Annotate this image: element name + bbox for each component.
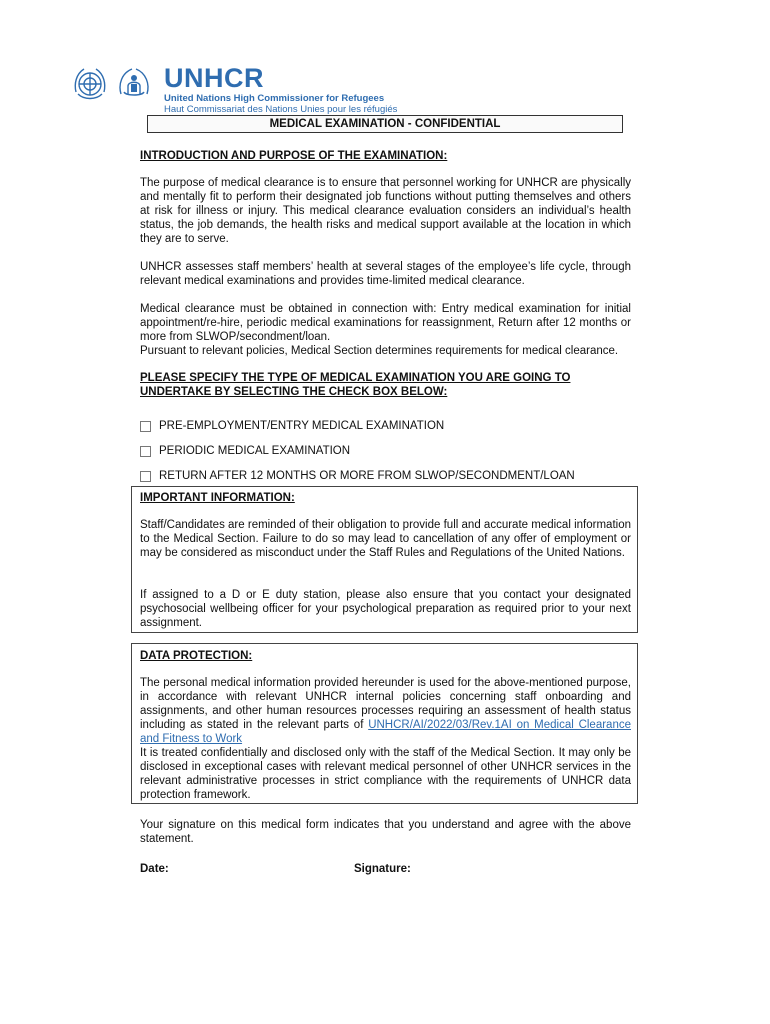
data-protection-heading: DATA PROTECTION:: [140, 650, 253, 662]
form-title: MEDICAL EXAMINATION - CONFIDENTIAL: [147, 115, 623, 133]
brand-name-en: United Nations High Commissioner for Refugees: [164, 93, 385, 104]
data-protection-paragraph-1: [140, 676, 631, 746]
pre-employment-label: PRE-EMPLOYMENT/ENTRY MEDICAL EXAMINATION: [159, 420, 445, 432]
signature-label: Signature:: [354, 863, 411, 875]
periodic-checkbox[interactable]: [140, 446, 151, 457]
intro-paragraph-1: The purpose of medical clearance is to ensure that personnel working for UNHCR are physically and mentally fit to perform their designated job functions without putting themselves and others at risk for illness or injury. This medical clearance evaluation considers an individual’s health status, the job demands, the health risks and medical support available at the location in which they are to serve.: [140, 177, 631, 245]
date-label: Date:: [140, 863, 169, 875]
exam-option-pre-employment[interactable]: [140, 418, 640, 434]
exam-option-return[interactable]: [140, 468, 640, 484]
unhcr-emblem-icon: [114, 64, 154, 104]
intro-paragraph-3: Medical clearance must be obtained in connection with: Entry medical examination for initial appointment/re-hire, periodic medical examinations for reassignment, Return after 12 months or more from SLWOP/secondment/loan.: [140, 303, 631, 343]
data-protection-text: The personal medical information provided hereunder is used for the above-mentioned purpose, in accordance with relevant UNHCR internal policies concerning staff onboarding and assignments, and other human resources processes requiring an assessment of health status including as stated in the relevant parts of: [140, 677, 631, 731]
important-paragraph-2: If assigned to a D or E duty station, please also ensure that you contact your designated psychosocial wellbeing officer for your psychological preparation as required prior to your next assignment.: [140, 589, 631, 629]
brand-name: UNHCR: [164, 63, 264, 93]
data-protection-paragraph-2: It is treated confidentially and disclosed only with the staff of the Medical Section. It may only be disclosed in exceptional cases with relevant medical personnel of other UNHCR services in the relevant administrative processes in strict compliance with the requirements of UNHCR data protection framework.: [140, 747, 631, 801]
un-emblem-icon: [70, 64, 110, 104]
intro-heading: INTRODUCTION AND PURPOSE OF THE EXAMINATION:: [140, 150, 448, 162]
important-paragraph-1: Staff/Candidates are reminded of their obligation to provide full and accurate medical information to the Medical Section. Failure to do so may lead to cancellation of any offer of employment or may be considered as misconduct under the Staff Rules and Regulations of the United Nations.: [140, 519, 631, 559]
policy-link[interactable]: UNHCR/AI/2022/03/Rev.1AI on Medical Clearance and Fitness to Work: [140, 719, 631, 745]
intro-paragraph-2: UNHCR assesses staff members’ health at several stages of the employee’s life cycle, through relevant medical examinations and provides time-limited medical clearance.: [140, 261, 631, 287]
agreement-statement: Your signature on this medical form indicates that you understand and agree with the above statement.: [140, 819, 631, 845]
data-protection-box: [131, 643, 638, 804]
unhcr-logo: [70, 63, 410, 115]
exam-type-heading: PLEASE SPECIFY THE TYPE OF MEDICAL EXAMINATION YOU ARE GOING TO UNDERTAKE BY SELECTING THE CHECK BOX BELOW:: [140, 372, 571, 398]
exam-option-periodic[interactable]: [140, 443, 640, 459]
periodic-label: PERIODIC MEDICAL EXAMINATION: [159, 445, 351, 457]
brand-name-fr: Haut Commissariat des Nations Unies pour les réfugiés: [164, 104, 398, 115]
return-label: RETURN AFTER 12 MONTHS OR MORE FROM SLWOP/SECONDMENT/LOAN: [159, 470, 575, 482]
intro-paragraph-4: Pursuant to relevant policies, Medical Section determines requirements for medical clearance.: [140, 345, 619, 357]
return-checkbox[interactable]: [140, 471, 151, 482]
important-heading: IMPORTANT INFORMATION:: [140, 492, 295, 504]
important-info-box: [131, 486, 638, 633]
brand-block: [164, 64, 397, 115]
pre-employment-checkbox[interactable]: [140, 421, 151, 432]
